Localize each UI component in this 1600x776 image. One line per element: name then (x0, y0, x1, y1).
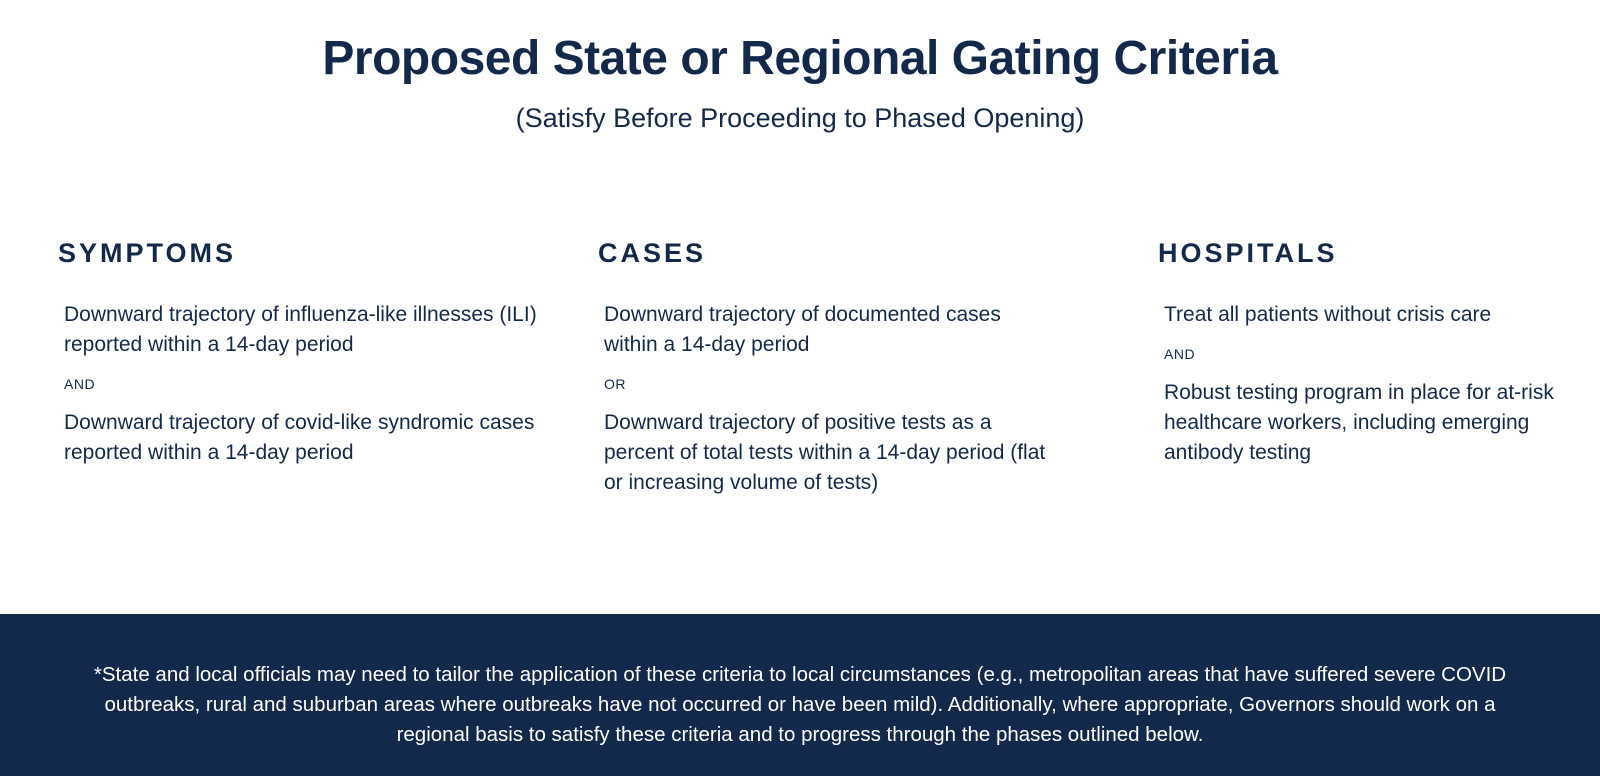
hospitals-column (1158, 236, 1578, 468)
footnote-banner (0, 614, 1600, 776)
hospitals-heading: HOSPITALS (1158, 238, 1338, 268)
page-title: Proposed State or Regional Gating Criteria (322, 32, 1278, 85)
symptoms-heading: SYMPTOMS (58, 238, 237, 268)
cases-heading: CASES (598, 238, 707, 268)
hospitals-criterion-2: Robust testing program in place for at-risk healthcare workers, including emerging antibody testing (1164, 381, 1554, 464)
symptoms-column (58, 236, 558, 468)
cases-connector: OR (604, 376, 626, 392)
cases-criterion-1: Downward trajectory of documented cases within a 14-day period (604, 303, 1001, 356)
hospitals-connector: AND (1164, 346, 1196, 362)
cases-column (598, 236, 1098, 498)
symptoms-criterion-2: Downward trajectory of covid-like syndromic cases reported within a 14-day period (64, 411, 535, 464)
symptoms-connector: AND (64, 376, 96, 392)
hospitals-criterion-1: Treat all patients without crisis care (1164, 303, 1492, 326)
footnote-text: *State and local officials may need to tailor the application of these criteria to local circumstances (e.g., metropolitan areas that have suffered severe COVID outbreaks, rural and suburban areas where outbreaks have not occurred or have been mild). Additionally, where appropriate, Governors should work on a regional basis to satisfy these criteria and to progress through the phases outlined below. (93, 663, 1507, 746)
symptoms-criterion-1: Downward trajectory of influenza-like illnesses (ILI) reported within a 14-day period (64, 303, 537, 356)
cases-criterion-2: Downward trajectory of positive tests as a percent of total tests within a 14-day period (flat or increasing volume of tests) (604, 411, 1046, 494)
page-subtitle: (Satisfy Before Proceeding to Phased Opening) (515, 103, 1085, 133)
